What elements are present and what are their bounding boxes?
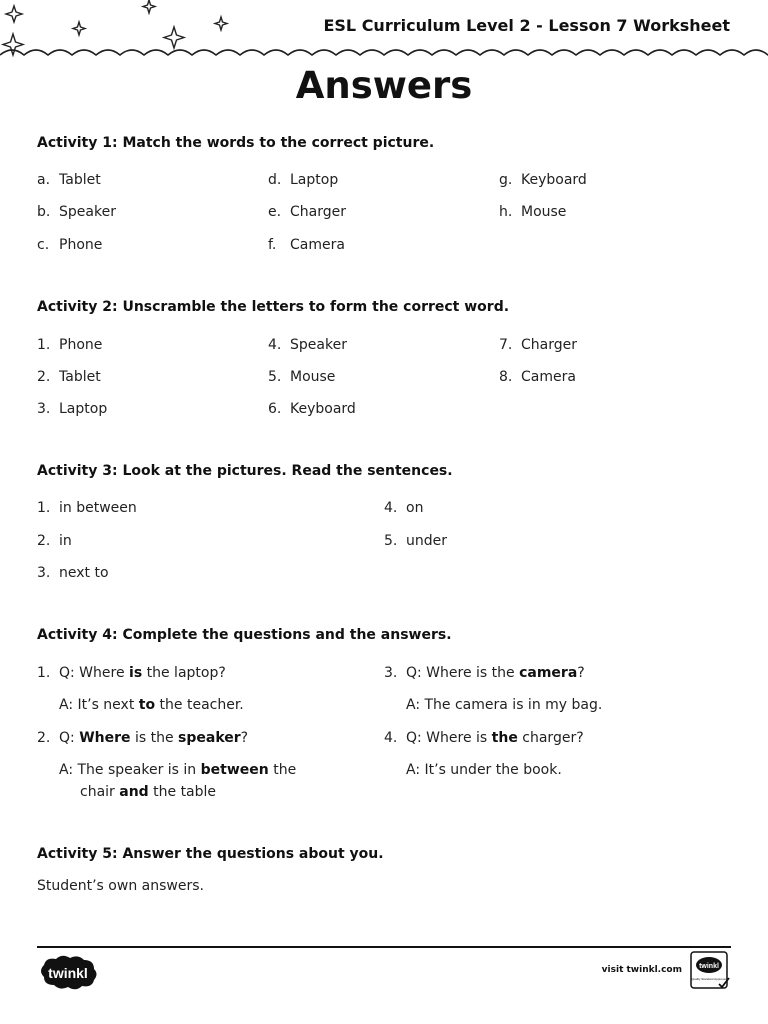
activity-5-heading: Activity 5: Answer the questions about you. <box>37 846 384 862</box>
list-item: 5. under <box>384 533 448 549</box>
list-item: e. Charger <box>268 204 346 220</box>
answer-4: A: It’s under the book. <box>406 762 562 778</box>
star-icon <box>73 22 85 35</box>
list-item: 6. Keyboard <box>268 401 356 417</box>
question-1: 1. Q: Where is the laptop? <box>37 665 226 681</box>
answer-2: A: The speaker is in between the <box>59 762 297 778</box>
activity-3-heading: Activity 3: Look at the pictures. Read the sentences. <box>37 463 453 479</box>
list-item: 7. Charger <box>499 337 577 353</box>
header-wave-decoration <box>0 0 768 70</box>
question-3: 3. Q: Where is the camera? <box>384 665 585 681</box>
list-item: 4. on <box>384 500 424 516</box>
activity-5-answer: Student’s own answers. <box>37 878 204 894</box>
activity-2-heading: Activity 2: Unscramble the letters to form the correct word. <box>37 299 510 315</box>
list-item: 4. Speaker <box>268 337 347 353</box>
quality-standard-badge <box>690 951 732 991</box>
answer-3: A: The camera is in my bag. <box>406 697 603 713</box>
header-title: ESL Curriculum Level 2 - Lesson 7 Worksheet <box>323 16 730 35</box>
list-item: g. Keyboard <box>499 172 587 188</box>
list-item: 2. Tablet <box>37 369 101 385</box>
question-2: 2. Q: Where is the speaker? <box>37 730 249 746</box>
answer-1: A: It’s next to the teacher. <box>59 697 244 713</box>
list-item: b. Speaker <box>37 204 116 220</box>
svg-text:twinkl: twinkl <box>699 963 719 970</box>
list-item: 3. Laptop <box>37 401 108 417</box>
list-item: 8. Camera <box>499 369 576 385</box>
list-item: 3. next to <box>37 565 109 581</box>
page-title: Answers <box>295 64 473 107</box>
footer-url[interactable]: visit twinkl.com <box>601 965 682 975</box>
list-item: h. Mouse <box>499 204 567 220</box>
twinkl-logo[interactable] <box>36 955 100 991</box>
answer-2-continued: chair and the table <box>80 784 217 800</box>
star-icon <box>6 6 22 22</box>
list-item: 5. Mouse <box>268 369 336 385</box>
footer-divider <box>37 946 731 948</box>
question-4: 4. Q: Where is the charger? <box>384 730 584 746</box>
activity-4-heading: Activity 4: Complete the questions and the answers. <box>37 627 452 643</box>
svg-text:Quality Standard Approved: Quality Standard Approved <box>691 977 727 981</box>
list-item: 1. Phone <box>37 337 103 353</box>
list-item: d. Laptop <box>268 172 339 188</box>
star-icon <box>164 27 184 48</box>
star-icon <box>215 17 227 30</box>
list-item: 1. in between <box>37 500 137 516</box>
list-item: a. Tablet <box>37 172 101 188</box>
activity-1-heading: Activity 1: Match the words to the correct picture. <box>37 135 435 151</box>
list-item: 2. in <box>37 533 72 549</box>
list-item: c. Phone <box>37 237 103 253</box>
list-item: f. Camera <box>268 237 345 253</box>
star-icon <box>143 0 155 13</box>
svg-text:twinkl: twinkl <box>48 965 88 981</box>
wavy-line <box>0 50 768 55</box>
